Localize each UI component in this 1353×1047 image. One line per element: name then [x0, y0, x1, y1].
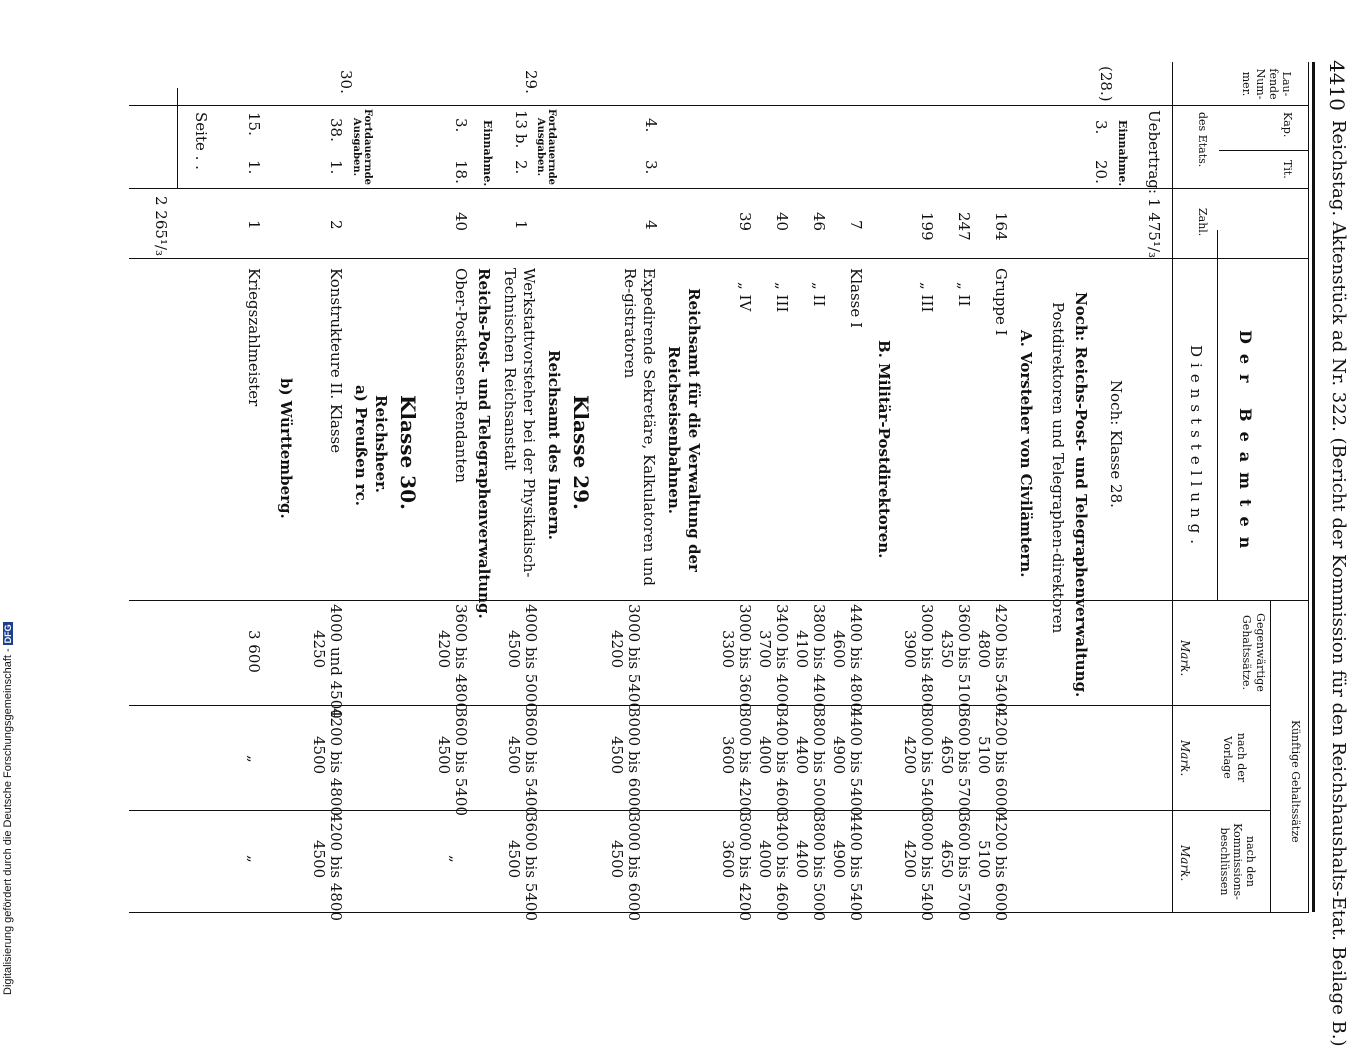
- uebertrag-value: 1 475¹/₃: [1145, 198, 1163, 259]
- gruppe-2-vorlage-avg: 4650: [938, 736, 956, 775]
- col-rule-5: [129, 705, 1271, 706]
- gruppe-2-ist-avg: 4350: [938, 630, 956, 669]
- wuerttemberg-ist: 3 600: [245, 630, 263, 673]
- row-30-kommission-avg: 4500: [310, 840, 328, 879]
- header-tit: Tit.: [1281, 160, 1294, 179]
- header-beamten: Der Beamten: [1236, 330, 1255, 559]
- postdirektoren-label: Postdirektoren und Telegraphen-direktoren: [1049, 302, 1067, 634]
- row-28-number: (28.): [1097, 66, 1115, 102]
- gruppe-3-kommission: 3000 bis 5400: [918, 813, 936, 921]
- row-29-ist-avg: 4500: [505, 630, 523, 669]
- row-29b-kap: 3.: [452, 118, 470, 133]
- row-29b-ist: 3600 bis 4800: [452, 604, 470, 712]
- klasse-3-kommission: 3400 bis 4600: [773, 813, 791, 921]
- col-rule-3: [129, 258, 1309, 259]
- gruppe-1-vorlage: 4200 bis 6000: [992, 708, 1010, 816]
- klasse-3-kommission-avg: 4000: [756, 840, 774, 879]
- klasse-4-vorlage: 3000 bis 4200: [736, 708, 754, 816]
- header-kap: Kap.: [1281, 112, 1294, 138]
- gruppe-1-zahl: 164: [992, 212, 1010, 241]
- row-29b-label: Ober-Postkassen-Rendanten: [452, 268, 470, 483]
- row-29b-vorlage-avg: 4500: [435, 736, 453, 775]
- gruppe-3-ist: 3000 bis 4800: [918, 604, 936, 712]
- klasse-4-zahl: 39: [736, 212, 754, 232]
- klasse-3-vorlage-avg: 4000: [756, 736, 774, 775]
- klasse-2-label: „ II: [810, 282, 828, 307]
- row-29-kap: 13 b.: [512, 110, 530, 149]
- reichsamt-innern-heading: Reichsamt des Innern.: [545, 350, 563, 541]
- header-laufende-nummer: Lau-fende Num-mer.: [1240, 68, 1293, 100]
- klasse-1-ist-avg: 4600: [830, 630, 848, 669]
- row-28-tit: 20.: [1092, 160, 1110, 184]
- row-29-zahl: 1: [512, 220, 530, 230]
- einnahme-label-2: Einnahme.: [481, 120, 494, 187]
- header-rule-bottom: [1172, 62, 1173, 912]
- gruppe-3-vorlage-avg: 4200: [901, 736, 919, 775]
- wuerttemberg-vorlage: „: [245, 755, 263, 763]
- header-nach-kommission: nach den Kommissions-beschlüssen: [1217, 823, 1257, 900]
- row-29b-vorlage: 3600 bis 5400: [452, 708, 470, 816]
- gruppe-3-label: „ III: [918, 282, 936, 313]
- eisenbahn-ist: 3000 bis 5400: [625, 604, 643, 712]
- klasse-3-ist-avg: 3700: [756, 630, 774, 669]
- klasse-1-zahl: 7: [847, 220, 865, 230]
- gruppe-1-kommission-avg: 5100: [975, 840, 993, 879]
- eisenbahn-heading: Reichsamt für die Verwaltung der Reichseisenbahnen.: [665, 288, 703, 572]
- row-30-kap: 38.: [327, 118, 345, 142]
- header-rule-top-thin: [1308, 62, 1309, 912]
- row-30-number: 30.: [337, 70, 355, 94]
- wuerttemberg-heading: b) Württemberg.: [277, 378, 295, 519]
- row-29b-tit: 18.: [452, 160, 470, 184]
- row-30-tit: 1.: [327, 160, 345, 175]
- klasse-4-kommission-avg: 3600: [719, 840, 737, 879]
- wuerttemberg-label: Kriegszahlmeister: [245, 268, 263, 407]
- klasse-30-heading: Klasse 30.: [396, 395, 420, 510]
- row-30-kommission: 4200 bis 4800: [327, 813, 345, 921]
- klasse-1-vorlage: 4400 bis 5400: [847, 708, 865, 816]
- klasse-3-label: „ III: [773, 282, 791, 313]
- klasse-3-vorlage: 3400 bis 4600: [773, 708, 791, 816]
- gruppe-3-vorlage: 3000 bis 5400: [918, 708, 936, 816]
- eisenbahn-tit: 3.: [642, 160, 660, 175]
- gruppe-2-label: „ II: [955, 282, 973, 307]
- fortdauernde-label-1: Fortdauernde Ausgaben.: [535, 108, 557, 186]
- einnahme-label-1: Einnahme.: [1116, 120, 1129, 187]
- gruppe-1-kommission: 4200 bis 6000: [992, 813, 1010, 921]
- klasse-2-kommission-avg: 4400: [793, 840, 811, 879]
- header-mark-2: Mark.: [1178, 740, 1192, 777]
- header-zahl: Zahl.: [1196, 208, 1209, 237]
- eisenbahn-label: Expedirende Sekretäre, Kalkulatoren und Re-gistratoren: [621, 268, 658, 586]
- eisenbahn-zahl: 4: [642, 220, 660, 230]
- col-rule-2: [129, 188, 1309, 189]
- wuerttemberg-tit: 1.: [245, 160, 263, 175]
- klasse-3-zahl: 40: [773, 212, 791, 232]
- page-title: Reichstag. Aktenstück ad Nr. 322. (Bericht der Kommission für den Reichshaushalts-Etat. Beilage B.): [1328, 120, 1349, 1047]
- klasse-1-kommission: 4400 bis 5400: [847, 813, 865, 921]
- footer-note: [2, 622, 14, 995]
- row-29b-kommission: „: [447, 855, 465, 863]
- gruppe-1-vorlage-avg: 5100: [975, 736, 993, 775]
- row-29-label: Werkstattvorsteher bei der Physikalisch-Technischen Reichsanstalt: [501, 268, 538, 578]
- footer-note-text: Digitalisierung gefördert durch die Deutsche Forschungsgemeinschaft -: [2, 648, 14, 995]
- klasse-29-heading: Klasse 29.: [569, 395, 593, 510]
- seite-total: 2 265¹/₃: [152, 196, 170, 257]
- klasse-2-vorlage: 3800 bis 5000: [810, 708, 828, 816]
- row-29-number: 29.: [522, 70, 540, 94]
- klasse-2-vorlage-avg: 4400: [793, 736, 811, 775]
- col-rule-kap-tit: [1219, 150, 1309, 151]
- klasse-1-vorlage-avg: 4900: [830, 736, 848, 775]
- wuerttemberg-kap: 15.: [245, 112, 263, 136]
- reichsheer-heading: Reichsheer.: [372, 395, 390, 493]
- row-29b-ist-avg: 4200: [435, 630, 453, 669]
- header-des-etats: des Etats.: [1196, 112, 1209, 168]
- preussen-heading: a) Preußen rc.: [352, 385, 370, 506]
- header-gegenwaertige: Gegenwärtige Gehaltssätze.: [1239, 613, 1267, 692]
- beamten-subrule: [1217, 230, 1218, 600]
- col-rule-7: [129, 912, 1309, 913]
- row-28-kap: 3.: [1092, 120, 1110, 135]
- wuerttemberg-kommission: „: [245, 855, 263, 863]
- header-rule-top: [1312, 62, 1315, 912]
- noch-reichspost-heading: Noch: Reichs-Post- und Telegraphenverwaltung.: [1072, 292, 1090, 698]
- eisenbahn-vorlage-avg: 4500: [608, 736, 626, 775]
- header-dienststellung: Dienststellung.: [1187, 345, 1205, 550]
- seite-label: Seite . .: [192, 112, 210, 170]
- header-nach-vorlage: nach der Vorlage: [1220, 732, 1248, 783]
- wuerttemberg-zahl: 1: [245, 220, 263, 230]
- gruppe-1-ist-avg: 4800: [975, 630, 993, 669]
- col-rule-1: [129, 105, 1309, 106]
- section-a-heading: A. Vorsteher von Civilämtern.: [1017, 330, 1035, 578]
- row-29-kommission: 3600 bis 5400: [522, 813, 540, 921]
- gruppe-3-ist-avg: 3900: [901, 630, 919, 669]
- row-29b-zahl: 40: [452, 212, 470, 232]
- row-29-vorlage: 3600 bis 5400: [522, 708, 540, 816]
- gruppe-1-label: Gruppe I: [992, 268, 1010, 336]
- noch-klasse-28: Noch: Klasse 28.: [1107, 380, 1125, 508]
- row-30-zahl: 2: [327, 220, 345, 230]
- gruppe-2-zahl: 247: [955, 212, 973, 241]
- eisenbahn-ist-avg: 4200: [608, 630, 626, 669]
- klasse-4-label: „ IV: [736, 282, 754, 312]
- kuenftige-subrule: [1270, 600, 1271, 912]
- gruppe-2-ist: 3600 bis 5100: [955, 604, 973, 712]
- gruppe-2-vorlage: 3600 bis 5700: [955, 708, 973, 816]
- klasse-2-ist-avg: 4100: [793, 630, 811, 669]
- eisenbahn-kommission: 3000 bis 6000: [625, 813, 643, 921]
- header-mark-1: Mark.: [1178, 640, 1192, 677]
- header-kuenftige: Künftige Gehaltssätze: [1289, 720, 1302, 843]
- uebertrag-label: Uebertrag:: [1145, 110, 1163, 194]
- klasse-1-kommission-avg: 4900: [830, 840, 848, 879]
- row-29-kommission-avg: 4500: [505, 840, 523, 879]
- klasse-1-ist: 4400 bis 4800: [847, 604, 865, 712]
- row-30-vorlage-avg: 4500: [310, 736, 328, 775]
- header-mark-3: Mark.: [1178, 845, 1192, 882]
- klasse-4-ist: 3000 bis 3600: [736, 604, 754, 712]
- row-29-vorlage-avg: 4500: [505, 736, 523, 775]
- bottom-rule: [177, 88, 178, 188]
- eisenbahn-vorlage: 3000 bis 6000: [625, 708, 643, 816]
- row-30-ist: 4000 und 4500: [327, 604, 345, 719]
- klasse-4-vorlage-avg: 3600: [719, 736, 737, 775]
- gruppe-3-zahl: 199: [918, 212, 936, 241]
- col-rule-6: [129, 810, 1271, 811]
- klasse-2-kommission: 3800 bis 5000: [810, 813, 828, 921]
- gruppe-1-ist: 4200 bis 5400: [992, 604, 1010, 712]
- gruppe-2-kommission-avg: 4650: [938, 840, 956, 879]
- eisenbahn-kommission-avg: 4500: [608, 840, 626, 879]
- row-30-vorlage: 4200 bis 4800: [327, 708, 345, 816]
- row-30-ist-avg: 4250: [310, 630, 328, 669]
- col-rule-4: [129, 600, 1309, 601]
- gruppe-2-kommission: 3600 bis 5700: [955, 813, 973, 921]
- row-30-label: Konstrukteure II. Klasse: [327, 268, 345, 454]
- page-number: 4410: [1325, 60, 1349, 111]
- reichspost-heading-2: Reichs-Post- und Telegraphenverwaltung.: [475, 268, 493, 619]
- row-29-tit: 2.: [512, 160, 530, 175]
- klasse-2-zahl: 46: [810, 212, 828, 232]
- klasse-2-ist: 3800 bis 4400: [810, 604, 828, 712]
- klasse-4-ist-avg: 3300: [719, 630, 737, 669]
- dfg-logo: DFG: [3, 624, 13, 644]
- row-29-ist: 4000 bis 5000: [522, 604, 540, 712]
- eisenbahn-kap: 4.: [642, 118, 660, 133]
- gruppe-3-kommission-avg: 4200: [901, 840, 919, 879]
- klasse-4-kommission: 3000 bis 4200: [736, 813, 754, 921]
- klasse-3-ist: 3400 bis 4000: [773, 604, 791, 712]
- section-b-heading: B. Militär-Postdirektoren.: [875, 340, 893, 559]
- fortdauernde-label-2: Fortdauernde Ausgaben.: [351, 108, 373, 186]
- klasse-1-label: Klasse I: [847, 268, 865, 328]
